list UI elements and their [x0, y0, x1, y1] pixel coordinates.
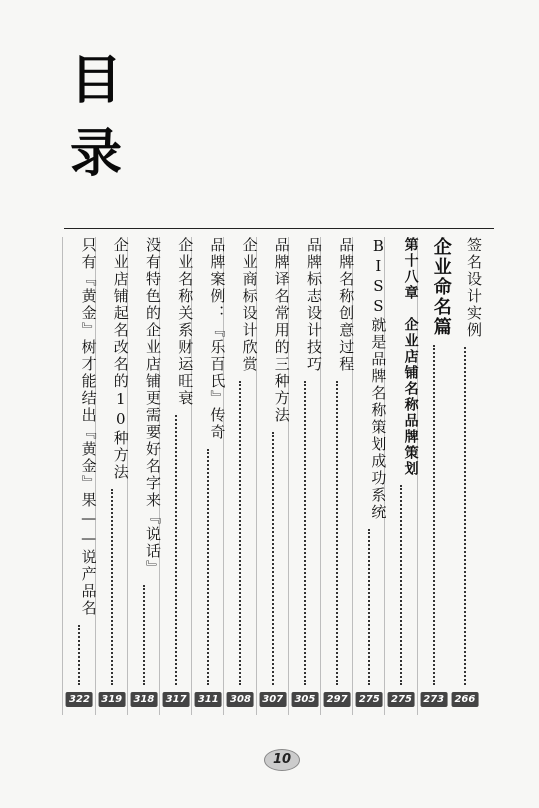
- toc-page-number: 308: [227, 692, 254, 707]
- toc-page-number: 317: [163, 692, 190, 707]
- toc-entry-title: 品牌名称创意过程: [337, 237, 356, 373]
- leader-dots: [175, 415, 177, 685]
- toc-entry-title: 只有『黄金』树才能结出『黄金』果——说产品名: [79, 237, 98, 617]
- leader-dots: [336, 381, 338, 685]
- toc-entry-title: 企业商标设计欣赏: [240, 237, 259, 373]
- toc-entry-title: 企业命名篇: [430, 237, 452, 337]
- leader-dots: [400, 485, 402, 685]
- toc-entry: [320, 237, 356, 715]
- toc-top-rule: [64, 228, 494, 229]
- leader-dots: [239, 381, 241, 685]
- page-number: 10: [264, 749, 300, 771]
- heading-char-lu: 录: [70, 124, 123, 184]
- toc-page-number: 318: [130, 692, 157, 707]
- toc-entry: [127, 237, 160, 715]
- leader-dots: [433, 345, 435, 685]
- toc-entry: [159, 237, 195, 715]
- toc-page-number: 297: [324, 692, 351, 707]
- leader-dots: [207, 449, 209, 685]
- leader-dots: [304, 381, 306, 685]
- toc-entry: [223, 237, 259, 715]
- toc-page-number: 311: [195, 692, 222, 707]
- toc-page-number: 305: [291, 692, 318, 707]
- toc-page-number: 273: [420, 692, 447, 707]
- toc-entry-title: 签名设计实例: [464, 237, 483, 339]
- toc-entry: [449, 237, 481, 715]
- leader-dots: [78, 625, 80, 685]
- toc-entry-title: 没有特色的企业店铺更需要好名字来『说话』: [143, 237, 162, 577]
- leader-dots: [464, 347, 466, 685]
- toc-entry: [95, 237, 128, 715]
- toc-entry: [384, 237, 417, 715]
- leader-dots: [111, 489, 113, 685]
- leader-dots: [272, 432, 274, 685]
- leader-dots: [143, 585, 145, 685]
- toc-page-number: 322: [66, 692, 93, 707]
- heading-char-mu: 目: [70, 51, 123, 111]
- toc-entry-title: 企业店铺起名改名的10种方法: [111, 237, 130, 481]
- toc-entry: [417, 237, 450, 715]
- toc-entry-title: 品牌案例：『乐百氏』传奇: [208, 237, 227, 441]
- toc-entry: [191, 237, 227, 715]
- leader-dots: [368, 529, 370, 685]
- toc-entry: [288, 237, 321, 715]
- toc-page-number: 275: [388, 692, 415, 707]
- toc-entry-title: 品牌译名常用的三种方法: [272, 237, 291, 424]
- toc-page-number: 307: [259, 692, 286, 707]
- toc-entry: [352, 237, 388, 715]
- toc-page-number: 319: [98, 692, 125, 707]
- toc-entry-title: 第十八章 企业店铺名称品牌策划: [402, 237, 419, 477]
- toc-entry-title: BISS就是品牌名称策划成功系统: [369, 237, 388, 521]
- toc-entry: [256, 237, 289, 715]
- toc-entry: [62, 237, 98, 715]
- toc-entry-title: 品牌标志设计技巧: [304, 237, 323, 373]
- toc-entry-title: 企业名称关系财运旺衰: [176, 237, 195, 407]
- toc-page-number: 275: [356, 692, 383, 707]
- toc-page-number: 266: [451, 692, 478, 707]
